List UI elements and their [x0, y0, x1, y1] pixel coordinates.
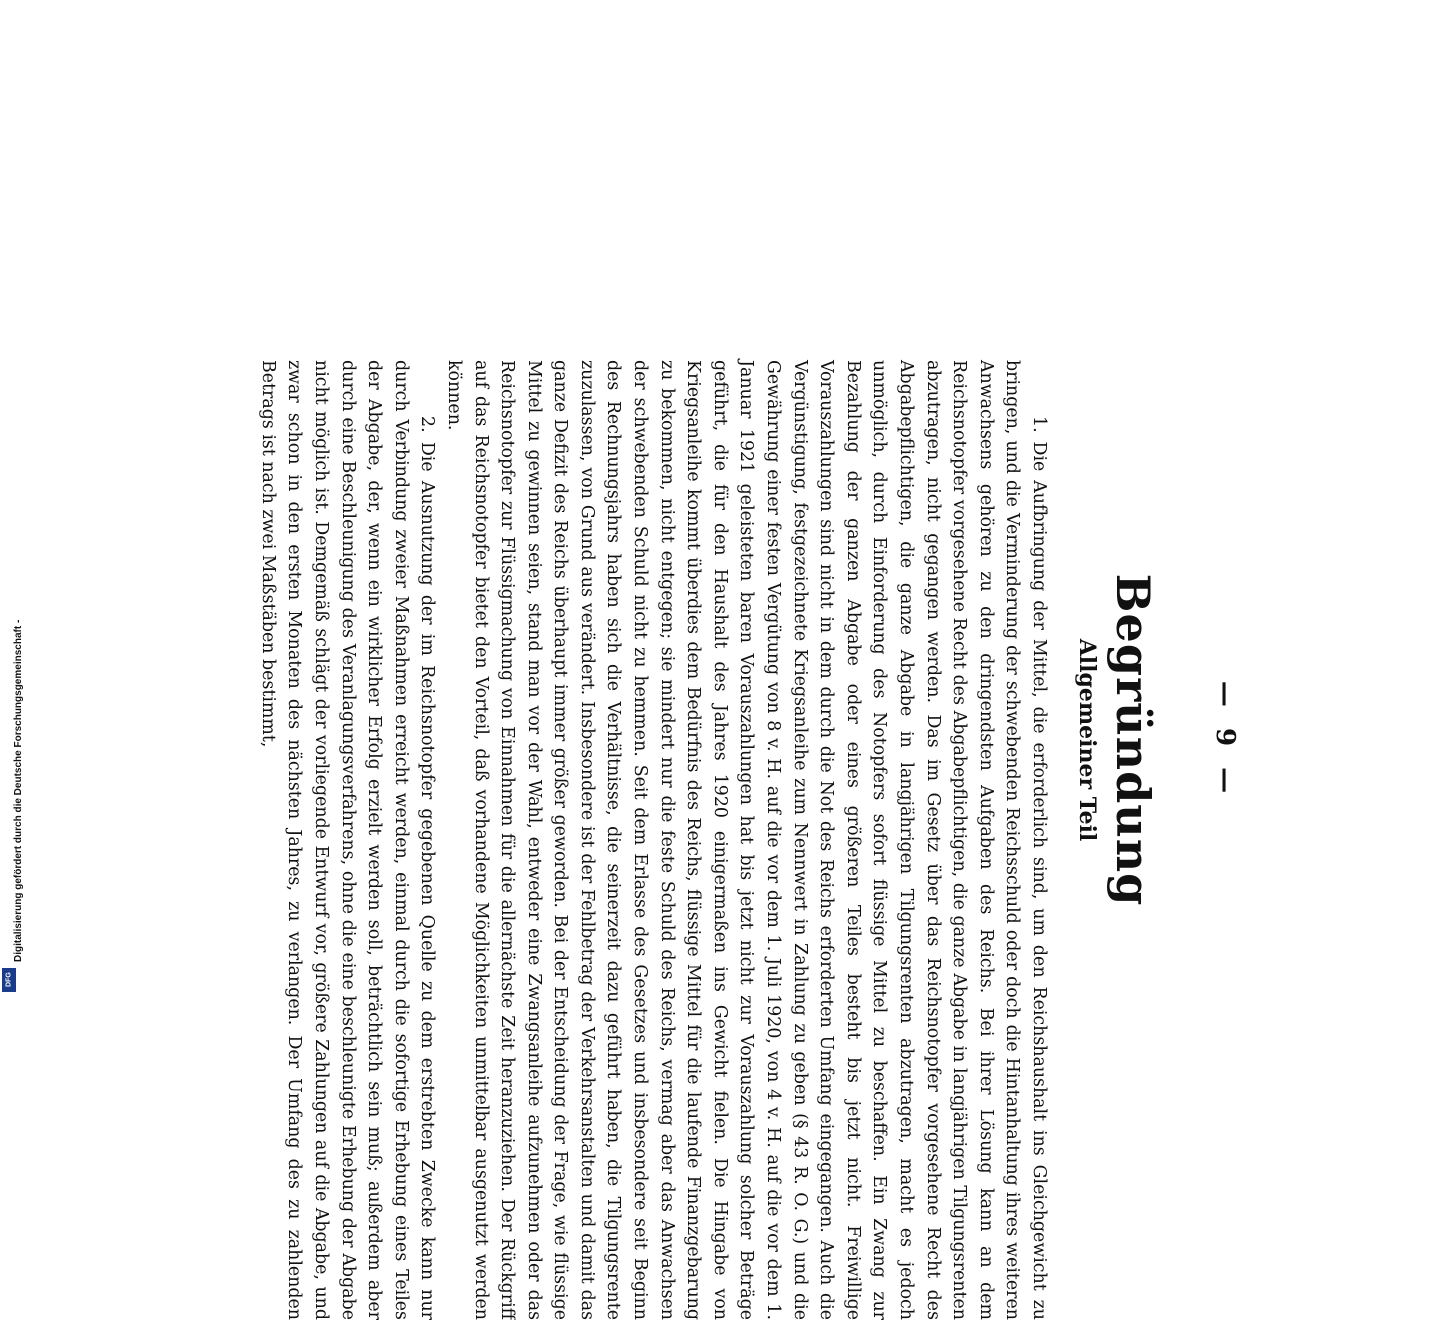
funding-credit-text: Digitalisierung gefördert durch die Deutsche Forschungsgemeinschaft -: [13, 619, 24, 962]
document-title: Begründung: [1106, 573, 1160, 907]
document-body: [254, 360, 1052, 1320]
dfg-logo-icon: DFG: [2, 968, 16, 992]
margin-credit: [0, 0, 22, 1000]
rotated-document-page: [100, 360, 1240, 1320]
paragraph-1: 1. Die Aufbringung der Mittel, die erforderlich sind, um den Reichshaushalt ins Gleichgewicht zu bringen, und die Verminderung der schwebenden Reichsschuld oder doch die Hintanhaltung ihres weiteren Anwachsens gehören zu den dringendsten Aufgaben des Reichs. Bei ihrer Lösung kann an dem Reichsnotopfer vorgesehene Recht des Abgabepflichtigen, die ganze Abgabe in langjährigen Tilgungsrenten abzutragen, nicht gegangen werden. Das im Gesetz über das Reichsnotopfer vorgesehene Recht des Abgabepflichtigen, die ganze Abgabe in langjährigen Tilgungsrenten abzutragen, macht es jedoch unmöglich, durch Einforderung des Notopfers sofort flüssige Mittel zu beschaffen. Ein Zwang zur Bezahlung der ganzen Abgabe oder eines größeren Teiles besteht bis jetzt nicht. Freiwillige Vorauszahlungen sind nicht in dem durch die Not des Reichs erforderten Umfang eingegangen. Auch die Vergünstigung, festgezeichnete Kriegsanleihe zum Nennwert in Zahlung zu geben (§ 43 R. O. G.) und die Gewährung einer festen Vergütung von 8 v. H. auf die vor dem 1. Juli 1920, von 4 v. H. auf die vor dem 1. Januar 1921 geleisteten baren Vorauszahlungen hat bis jetzt nicht zur Vorauszahlung solcher Beträge geführt, die für den Haushalt des Jahres 1920 einigermaßen ins Gewicht fielen. Die Hingabe von Kriegsanleihe kommt überdies dem Bedürfnis des Reichs, flüssige Mittel für die laufende Finanzgebarung zu bekommen, nicht entgegen; sie mindert nur die feste Schuld des Reichs, vermag aber das Anwachsen der schwebenden Schuld nicht zu hemmen. Seit dem Erlasse des Gesetzes und insbesondere seit Beginn des Rechnungsjahrs haben sich die Verhältnisse, die seinerzeit dazu geführt haben, die Tilgungsrente zuzulassen, von Grund aus verändert. Insbesondere ist der Fehlbetrag der Verkehrsanstalten und damit das ganze Defizit des Reichs überhaupt immer größer geworden. Bei der Entscheidung der Frage, wie flüssige Mittel zu gewinnen seien, stand man vor der Wahl, entweder eine Zwangsanleihe aufzunehmen oder das Reichsnotopfer zur Flüssigmachung von Einnahmen für die allernächste Zeit heranzuziehen. Der Rückgriff auf das Reichsnotopfer bietet den Vorteil, daß vorhandene Möglichkeiten unmittelbar ausgenutzt werden können.: [443, 360, 1049, 1320]
section-subtitle: Allgemeiner Teil: [1074, 638, 1100, 842]
page-number: — 9 —: [1210, 680, 1240, 800]
paragraph-2: 2. Die Ausnutzung der im Reichsnotopfer gegebenen Quelle zu dem erstrebten Zwecke kann nur durch Verbindung zweier Maßnahmen erreicht werden, einmal durch die sofortige Erhebung eines Teiles der Abgabe, der, wenn ein wirklicher Erfolg erzielt werden soll, beträchtlich sein muß; außerdem aber durch eine Beschleunigung des Veranlagungsverfahrens, ohne die eine beschleunigte Erhebung der Abgabe nicht möglich ist. Demgemäß schlägt der vorliegende Entwurf vor, größere Zahlungen auf die Abgabe, und zwar schon in den ersten Monaten des nächsten Jahres, zu verlangen. Der Umfang des zu zahlenden Betrags ist nach zwei Maßstäben bestimmt,: [257, 360, 438, 1320]
